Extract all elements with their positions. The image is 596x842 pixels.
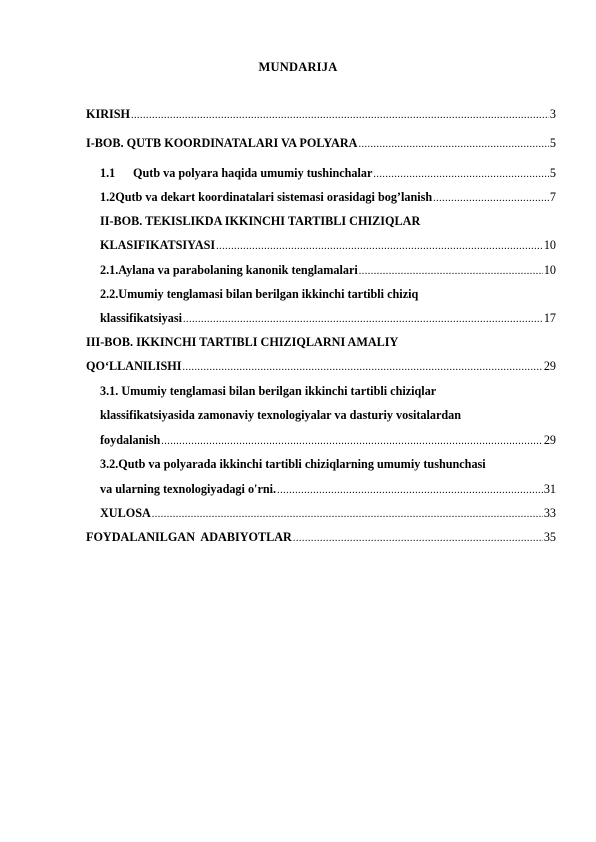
toc-entry-label: I-BOB. QUTB KOORDINATALARI VA POLYARA [86,136,358,150]
toc-entry-s22-line1[interactable]: 2.2.Umumiy tenglamasi bilan berilgan ikkinchi tartibli chiziq [100,287,419,301]
toc-page-number: 5 [549,166,556,180]
toc-entry-label: FOYDALANILGAN ADABIYOTLAR [86,530,292,544]
toc-entry-xulosa[interactable] [86,506,556,521]
toc-entry-label: klassifikatsiyasi [100,311,182,325]
dot-leader [161,436,543,447]
toc-page-number: 29 [543,359,556,373]
toc-entry-label [100,166,372,181]
toc-entry-kirish[interactable] [86,107,556,122]
toc-entry-s32[interactable] [86,482,556,497]
toc-entry-label: XULOSA [100,506,151,520]
toc-entry-s31-line2[interactable]: klassifikatsiyasida zamonaviy texnologiyalar va dasturiy vositalardan [100,408,462,422]
toc-entry-label: QO‘LLANILISHI [86,359,182,373]
toc-entry-label: 1.2Qutb va dekart koordinatalari sistemasi orasidagi bog’lanish [100,190,433,204]
toc-entry-bob2[interactable] [86,238,556,253]
section-title: Qutb va polyara haqida umumiy tushinchalar [133,166,373,180]
dot-leader [359,266,543,277]
toc-entry-s21[interactable] [86,263,556,278]
toc-entry-bob3[interactable] [86,359,556,374]
toc-page-number: 3 [549,107,556,121]
toc-entry-label: foydalanish [100,433,161,447]
dot-leader [152,509,543,520]
toc-page-number: 10 [543,263,556,277]
toc-page-number: 33 [543,506,556,520]
toc-entry-bob3-line1[interactable]: III-BOB. IKKINCHI TARTIBLI CHIZIQLARNI AMALIY [86,335,399,349]
toc-entry-label: 2.1.Aylana va parabolaning kanonik tenglamalari [100,263,358,277]
toc-entry-label: KLASIFIKATSIYASI [100,238,216,252]
toc-entry-s32-line1[interactable]: 3.2.Qutb va polyarada ikkinchi tartibli chiziqlarning umumiy tushunchasi [100,457,486,471]
dot-leader [433,193,549,204]
toc-page-number: 5 [549,136,556,150]
dot-leader [216,241,543,252]
toc-entry-s31[interactable] [86,433,556,448]
toc-page-number: 31 [543,482,556,496]
dot-leader [373,169,549,180]
toc-entry-label: KIRISH [86,107,131,121]
toc-entry-s12[interactable] [86,190,556,205]
toc-page-number: 17 [543,311,556,325]
dot-leader [183,314,543,325]
toc-page-number: 7 [549,190,556,204]
dot-leader [131,110,549,121]
page-title: MUNDARIJA [258,60,338,74]
dot-leader [358,139,548,150]
toc-entry-s22[interactable] [86,311,556,326]
toc-page-number: 10 [543,238,556,252]
dot-leader [277,485,543,496]
toc-entry-adabiyot[interactable] [86,530,556,545]
toc-entry-bob2-line1[interactable]: II-BOB. TEKISLIKDA IKKINCHI TARTIBLI CHIZIQLAR [100,214,421,228]
dot-leader [293,533,543,544]
toc-entry-label: va ularning texnologiyadagi o'rni. [100,482,277,496]
toc-entry-bob1[interactable] [86,136,556,151]
section-number: 1.1 [100,166,116,180]
toc-entry-s31-line1[interactable]: 3.1. Umumiy tenglamasi bilan berilgan ikkinchi tartibli chiziqlar [100,384,437,398]
toc-entry-s11[interactable] [86,166,556,181]
toc-page-number: 35 [543,530,556,544]
toc-page-number: 29 [543,433,556,447]
dot-leader [183,362,543,373]
